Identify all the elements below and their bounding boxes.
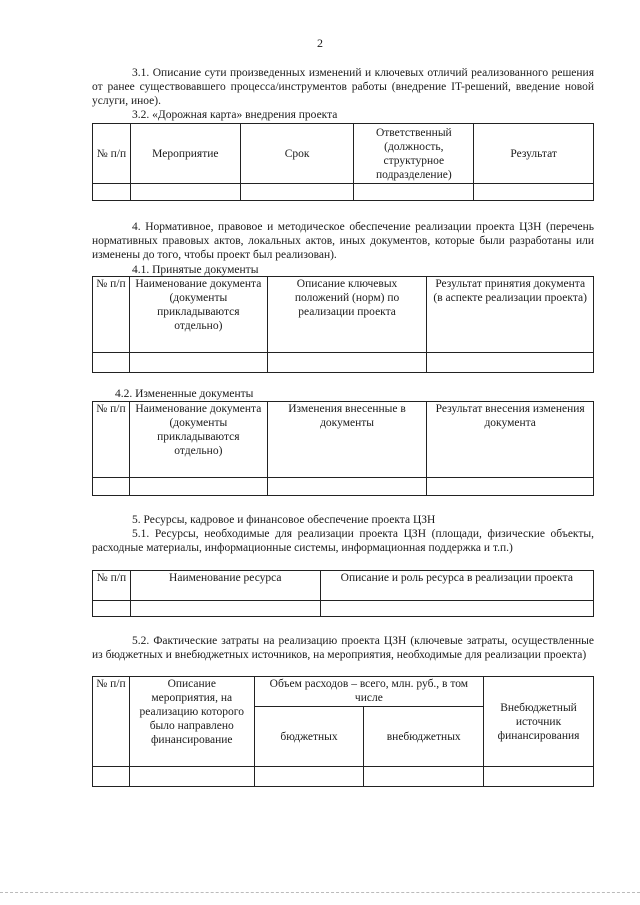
col-change-result: Результат внесения изменения документа [427,402,594,478]
col-doc-name: Наименование документа (документы прикладываются отдельно) [129,277,267,353]
col-budget: бюджетных [254,707,364,767]
table-row [93,601,594,617]
col-responsible: Ответственный (должность, структурное подразделение) [354,124,474,184]
costs-table [92,676,594,787]
col-extra-budget: внебюджетных [364,707,484,767]
accepted-docs-table [92,276,594,373]
roadmap-table [92,123,594,201]
section-4-1-heading: 4.1. Принятые документы [132,264,259,276]
col-changes: Изменения внесенные в документы [267,402,427,478]
section-5-2-text: 5.2. Фактические затраты на реализацию проекта ЦЗН (ключевые затраты, осуществленные из бюджетных и внебюджетных источников, на мероприятия, необходимые для реализации проекта) [92,635,594,661]
section-5-1-text: 5.1. Ресурсы, необходимые для реализации проекта ЦЗН (площади, физические объекты, расходные материалы, информационные системы, информационная поддержка и т.п.) [92,528,594,554]
col-extra-budget-source: Внебюджетный источник финансирования [484,677,594,767]
section-3-2-heading: 3.2. «Дорожная карта» внедрения проекта [132,109,338,121]
section-4-text: 4. Нормативное, правовое и методическое обеспечение реализации проекта ЦЗН (перечень нормативных правовых актов, локальных актов, иных документов, которые были разработаны или изменены до того, чтобы проект был реализован). [92,221,594,261]
table-header-row [93,571,594,601]
col-deadline: Срок [240,124,354,184]
table-row [93,478,594,496]
page-number: 2 [317,36,323,50]
col-number: № п/п [93,124,131,184]
col-resource-role: Описание и роль ресурса в реализации проекта [320,571,593,601]
page-bottom-edge [0,892,640,893]
table-header-row [93,277,594,353]
col-number: № п/п [93,402,130,478]
table-row [93,184,594,201]
table-header-row [93,402,594,478]
table-row [93,353,594,373]
col-number: № п/п [93,677,130,767]
col-key-provisions: Описание ключевых положений (норм) по реализации проекта [267,277,427,353]
resources-table [92,570,594,617]
section-5-heading: 5. Ресурсы, кадровое и финансовое обеспечение проекта ЦЗН [132,514,436,526]
changed-docs-table [92,401,594,496]
section-4-2-heading: 4.2. Измененные документы [115,388,254,400]
col-adoption-result: Результат принятия документа (в аспекте реализации проекта) [427,277,594,353]
col-doc-name: Наименование документа (документы прикладываются отдельно) [129,402,267,478]
col-event-description: Описание мероприятия, на реализацию которого было направлено финансирование [129,677,254,767]
table-header-row [93,677,594,707]
col-number: № п/п [93,277,130,353]
col-event: Мероприятие [130,124,240,184]
col-result: Результат [474,124,594,184]
table-row [93,767,594,787]
col-resource-name: Наименование ресурса [130,571,320,601]
section-3-1-text: 3.1. Описание сути произведенных изменений и ключевых отличий реализованного решения от ранее существовавшего процесса/инструментов работы (внедрение IT-решений, введение новой услуги, иное). [92,67,594,107]
table-header-row [93,124,594,184]
col-expense-volume: Объем расходов – всего, млн. руб., в том числе [254,677,483,707]
col-number: № п/п [93,571,131,601]
